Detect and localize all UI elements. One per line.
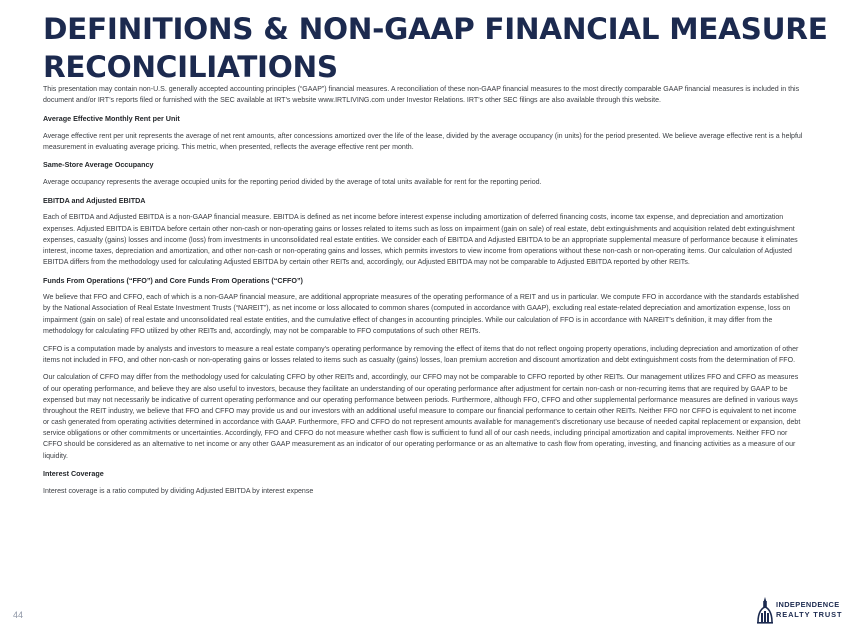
logo-text-line-1: INDEPENDENCE <box>776 600 840 609</box>
page-title-line-1: DEFINITIONS & NON-GAAP FINANCIAL MEASURE <box>43 12 828 46</box>
intro-paragraph: This presentation may contain non-U.S. generally accepted accounting principles (“GAAP”) financial measures. A reconciliation of these non-GAAP financial measures to the most directly comparable GAAP financial measures is included in this document and/or IRT’s reports filed or furnished with the SEC available at IRT’s website www.IRTLIVING.com under Investor Relations. IRT’s other SEC filings are also available through this website. <box>43 86 800 105</box>
section-paragraph: Our calculation of CFFO may differ from the methodology used for calculating CFFO by other REITs and, accordingly, our CFFO may not be comparable to CFFO reported by other REITs. Our management utilizes FFO and CFFO as measures of our operating performance, and believe they are also useful to investors, because they facilitate an understanding of our operating performance after adjustment for certain non-cash or non-recurring items that are required by GAAP to be expensed but may not necessarily be indicative of current operating performance and our operating performance between periods. Furthermore, although FFO, CFFO and other supplemental performance measures are defined in various ways throughout the REIT industry, we believe that FFO and CFFO may provide us and our investors with an additional useful measure to compare our financial performance to certain other REITs. Neither FFO nor CFFO is equivalent to net income or cash generated from operating activities determined in accordance with GAAP. Furthermore, FFO and CFFO do not represent amounts available for management’s discretionary use because of needed capital replacement or expansion, debt service obligations or other commitments or uncertainties. Accordingly, FFO and CFFO do not measure whether cash flow is sufficient to fund all of our cash needs, including principal amortization and capital improvements. Neither FFO nor CFFO should be considered as an alternative to net income or any other GAAP measurement as an indicator of our operating performance or as an alternative to cash flow from operating, investing, and financing activities as a measure of our liquidity. <box>43 374 801 460</box>
page-title-line-2: RECONCILIATIONS <box>43 50 338 84</box>
section-paragraph: Average effective rent per unit represents the average of net rent amounts, after concessions amortized over the life of the lease, divided by the average occupancy (in units) for the period presented. We believe average effective rent is a helpful measurement in evaluating average pricing. This metric, when presented, reflects the average effective rent per month. <box>43 132 803 151</box>
section-paragraph: Average occupancy represents the average occupied units for the reporting period divided by the average of total units available for rent for the reporting period. <box>43 179 542 186</box>
section-paragraph: Interest coverage is a ratio computed by dividing Adjusted EBITDA by interest expense <box>43 487 314 495</box>
page-number: 44 <box>13 610 24 620</box>
section-heading-average-effective-rent: Average Effective Monthly Rent per Unit <box>43 113 180 123</box>
document-body <box>43 84 803 504</box>
company-logo <box>755 596 845 626</box>
section-heading-interest-coverage: Interest Coverage <box>43 469 104 479</box>
section-paragraph: We believe that FFO and CFFO, each of which is a non-GAAP financial measure, are additional appropriate measures of the operating performance of a REIT and us in particular. We compute FFO in accordance with the standards established by the National Association of Real Estate Investment Trusts (“NAREIT”), as net income or loss allocated to common shares (computed in accordance with GAAP), excluding real estate-related depreciation and amortization expense, loss on impairment (gain on sale) of real estate and unconsolidated real estate entities, and the cumulative effect of changes in accounting principles. While our calculation of FFO is in accordance with NAREIT’s definition, it may differ from the methodology for calculating FFO utilized by other REITs and, accordingly, may not be comparable to FFO computations of such other REITs. <box>43 294 799 335</box>
building-emblem-icon <box>755 596 775 626</box>
section-heading-ebitda: EBITDA and Adjusted EBITDA <box>43 195 146 205</box>
section-heading-ffo-cffo: Funds From Operations (“FFO”) and Core Funds From Operations (“CFFO”) <box>43 275 303 285</box>
section-paragraph: Each of EBITDA and Adjusted EBITDA is a non-GAAP financial measure. EBITDA is defined as net income before interest expense including amortization of deferred financing costs, income tax expense, and depreciation and amortization expenses. Adjusted EBITDA is EBITDA before certain other non-cash or non-operating gains or losses related to items such as loss on impairment (gain on sale) of real estate, debt extinguishments and acquisition related debt extinguishment expenses, casualty (gains) losses and income (loss) from investments in unconsolidated real estate entities. We consider each of EBITDA and Adjusted EBITDA to be an appropriate supplemental measure of performance because it eliminates interest, income taxes, depreciation and amortization, and other non-cash or non-operating gains and losses, which permits investors to view income from operations without these non-cash or non-operating items. Our calculation of Adjusted EBITDA differs from the methodology used for calculating Adjusted EBITDA by certain other REITs and, accordingly, our Adjusted EBITDA may not be comparable to Adjusted EBITDA reported by other REITs. <box>43 214 798 266</box>
page-title <box>43 10 828 86</box>
logo-text-line-2: REALTY TRUST <box>776 610 843 619</box>
section-paragraph: CFFO is a computation made by analysts and investors to measure a real estate company’s operating performance by removing the effect of items that do not reflect ongoing property operations, including depreciation and amortization of other items not included in FFO, and other non-cash or non-operating gains or losses related to items such as casualty (gains) losses, loan premium accretion and discount amortization and debt extinguishment costs from the determination of FFO. <box>43 345 799 364</box>
section-heading-same-store-occupancy: Same-Store Average Occupancy <box>43 160 154 170</box>
